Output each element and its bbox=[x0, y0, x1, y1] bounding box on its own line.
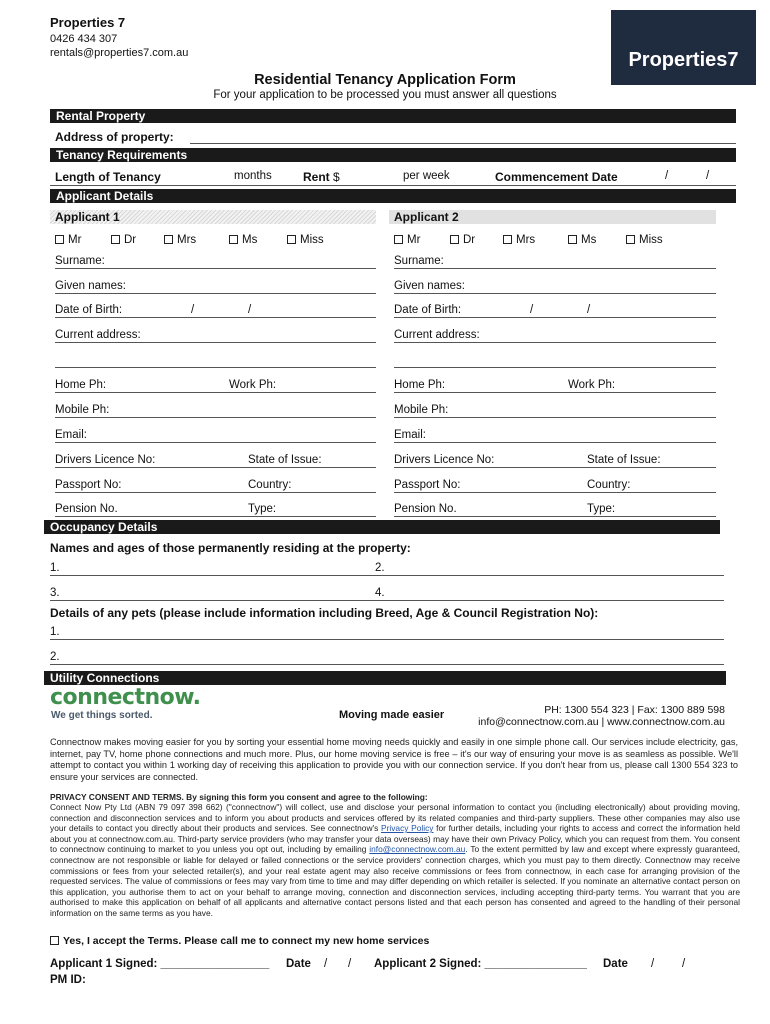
pets-line-2[interactable] bbox=[50, 664, 724, 665]
applicant-1-date-slash-2: / bbox=[348, 958, 352, 970]
residents-label: Names and ages of those permanently residing at the property: bbox=[50, 541, 411, 555]
months-label: months bbox=[234, 170, 272, 182]
a1-surname-label: Surname: bbox=[55, 255, 105, 267]
a2-pension-line[interactable] bbox=[394, 516, 716, 517]
applicant-2-date-slash-1: / bbox=[651, 958, 655, 970]
address-of-property-line[interactable] bbox=[190, 143, 736, 144]
resident-1-label: 1. bbox=[50, 562, 60, 574]
checkbox[interactable] bbox=[229, 235, 238, 244]
a2-surname-line[interactable] bbox=[394, 268, 716, 269]
a1-title-mrs[interactable] bbox=[164, 234, 196, 246]
a1-dob-label: Date of Birth: bbox=[55, 304, 123, 316]
applicant-2-date-slash-2: / bbox=[682, 958, 686, 970]
a1-title-mr[interactable] bbox=[55, 234, 81, 246]
a1-dob-slash-2: / bbox=[248, 304, 252, 316]
a2-surname-label: Surname: bbox=[394, 255, 444, 267]
title-label: Ms bbox=[581, 234, 597, 246]
privacy-policy-link[interactable]: Privacy Policy bbox=[380, 823, 434, 834]
applicant-1-signed[interactable]: Applicant 1 Signed: _________________ bbox=[50, 958, 270, 970]
title-label: Mr bbox=[68, 234, 82, 246]
connectnow-contact-1: PH: 1300 554 323 | Fax: 1300 889 598 bbox=[544, 704, 725, 716]
a1-current-address-label: Current address: bbox=[55, 329, 141, 341]
company-email: rentals@properties7.com.au bbox=[50, 47, 189, 59]
a2-mobile-line[interactable] bbox=[394, 417, 716, 418]
accept-terms-checkbox[interactable] bbox=[50, 936, 59, 945]
a2-dob-line[interactable] bbox=[394, 317, 716, 318]
a1-email-label: Email: bbox=[55, 429, 87, 441]
company-name: Properties 7 bbox=[50, 15, 126, 30]
connectnow-tagline: We get things sorted. bbox=[51, 710, 153, 721]
a2-current-address-line-1[interactable] bbox=[394, 342, 716, 343]
a1-state-label: State of Issue: bbox=[248, 454, 322, 466]
pets-label: Details of any pets (please include information including Breed, Age & Council Registration No): bbox=[50, 606, 599, 620]
a2-title-mrs[interactable] bbox=[503, 234, 535, 246]
a2-current-address-label: Current address: bbox=[394, 329, 480, 341]
a1-licence-line[interactable] bbox=[55, 467, 376, 468]
a1-current-address-line-1[interactable] bbox=[55, 342, 376, 343]
a1-title-dr[interactable] bbox=[111, 234, 136, 246]
checkbox[interactable] bbox=[111, 235, 120, 244]
a2-type-label: Type: bbox=[587, 503, 616, 515]
title-label: Dr bbox=[463, 234, 476, 246]
a1-given-names-label: Given names: bbox=[55, 280, 126, 292]
checkbox[interactable] bbox=[503, 235, 512, 244]
a1-email-line[interactable] bbox=[55, 442, 376, 443]
a1-given-names-line[interactable] bbox=[55, 293, 376, 294]
checkbox[interactable] bbox=[568, 235, 577, 244]
a2-passport-line[interactable] bbox=[394, 492, 716, 493]
a2-licence-line[interactable] bbox=[394, 467, 716, 468]
length-of-tenancy-label: Length of Tenancy bbox=[55, 170, 161, 184]
privacy-terms bbox=[50, 802, 740, 919]
checkbox[interactable] bbox=[55, 235, 64, 244]
commencement-slash-1: / bbox=[665, 170, 669, 182]
checkbox[interactable] bbox=[394, 235, 403, 244]
applicant-1-date-slash-1: / bbox=[324, 958, 328, 970]
pets-line-1[interactable] bbox=[50, 639, 724, 640]
a1-title-ms[interactable] bbox=[229, 234, 257, 246]
a2-dob-label: Date of Birth: bbox=[394, 304, 462, 316]
a2-mobile-ph-label: Mobile Ph: bbox=[394, 404, 449, 416]
a1-licence-label: Drivers Licence No: bbox=[55, 454, 156, 466]
residents-line-2[interactable] bbox=[50, 600, 724, 601]
a1-dob-line[interactable] bbox=[55, 317, 376, 318]
privacy-text-2: for further details, including your rights to access and correct the information held about you at connectnow.com.au. Third-party service providers (who may transfer your data overseas) may have their own Privacy Policy, which you can request from them. You consent to connectnow continuing to market to you unless you opt out, including by emailing bbox=[50, 823, 741, 855]
connectnow-logo: connectnow. bbox=[50, 685, 201, 710]
privacy-heading: PRIVACY CONSENT AND TERMS. By signing this form you consent and agree to the following: bbox=[50, 792, 428, 802]
occupancy-details-heading: Occupancy Details bbox=[44, 520, 720, 534]
rental-property-heading: Rental Property bbox=[50, 109, 736, 123]
a2-title-ms[interactable] bbox=[568, 234, 596, 246]
a2-dob-slash-2: / bbox=[587, 304, 591, 316]
applicant-2-date-label: Date bbox=[603, 958, 628, 970]
rent-label bbox=[303, 170, 340, 184]
a2-given-names-label: Given names: bbox=[394, 280, 465, 292]
connectnow-email-link[interactable]: info@connectnow.com.au bbox=[369, 844, 466, 855]
a1-passport-line[interactable] bbox=[55, 492, 376, 493]
accept-terms-label: Yes, I accept the Terms. Please call me to connect my new home services bbox=[63, 935, 430, 947]
applicant-2-heading: Applicant 2 bbox=[389, 210, 716, 224]
utility-connections-heading: Utility Connections bbox=[44, 671, 726, 685]
a2-email-label: Email: bbox=[394, 429, 426, 441]
connectnow-contact-2: info@connectnow.com.au | www.connectnow.com.au bbox=[478, 716, 725, 728]
a2-passport-label: Passport No: bbox=[394, 479, 461, 491]
title-label: Ms bbox=[242, 234, 258, 246]
title-label: Mrs bbox=[177, 234, 197, 246]
a1-phone-line[interactable] bbox=[55, 392, 376, 393]
a1-current-address-line-2[interactable] bbox=[55, 367, 376, 368]
pm-id-label[interactable]: PM ID: bbox=[50, 974, 86, 986]
title-label: Miss bbox=[300, 234, 324, 246]
a1-passport-label: Passport No: bbox=[55, 479, 122, 491]
a1-mobile-ph-label: Mobile Ph: bbox=[55, 404, 110, 416]
a2-dob-slash-1: / bbox=[530, 304, 534, 316]
tenancy-line[interactable] bbox=[50, 185, 736, 186]
commencement-slash-2: / bbox=[706, 170, 710, 182]
a2-given-names-line[interactable] bbox=[394, 293, 716, 294]
rent-text: Rent bbox=[303, 170, 330, 184]
pet-1-label: 1. bbox=[50, 626, 60, 638]
a2-pension-label: Pension No. bbox=[394, 503, 457, 515]
applicant-2-signed[interactable]: Applicant 2 Signed: ________________ bbox=[374, 958, 587, 970]
residents-line-1[interactable] bbox=[50, 575, 724, 576]
a1-home-ph-label: Home Ph: bbox=[55, 379, 107, 391]
a2-current-address-line-2[interactable] bbox=[394, 367, 716, 368]
form-title: Residential Tenancy Application Form bbox=[254, 72, 516, 88]
a1-work-ph-label: Work Ph: bbox=[229, 379, 277, 391]
a2-country-label: Country: bbox=[587, 479, 631, 491]
logo-text: Properties7 bbox=[628, 49, 739, 71]
address-of-property-label: Address of property: bbox=[55, 130, 174, 144]
checkbox[interactable] bbox=[450, 235, 459, 244]
commencement-date-label: Commencement Date bbox=[495, 170, 618, 184]
title-label: Mrs bbox=[516, 234, 536, 246]
pet-2-label: 2. bbox=[50, 651, 60, 663]
a2-work-ph-label: Work Ph: bbox=[568, 379, 616, 391]
a2-title-miss[interactable] bbox=[626, 234, 663, 246]
applicant-1-date-label: Date bbox=[286, 958, 311, 970]
checkbox[interactable] bbox=[287, 235, 296, 244]
a2-home-ph-label: Home Ph: bbox=[394, 379, 446, 391]
applicant-1-heading: Applicant 1 bbox=[50, 210, 376, 224]
resident-3-label: 3. bbox=[50, 587, 60, 599]
privacy-text-1: Connect Now Pty Ltd (ABN 79 097 398 662) ("connectnow") will collect, use and disclose your personal information to contact you (including electronically) about providing moving, connection and disconnection services and to inform you about products and services offered by its related companies and third-party suppliers. These other companies may also use your details to contact you directly about their products and services. See connectnow's bbox=[50, 802, 740, 834]
a1-mobile-line[interactable] bbox=[55, 417, 376, 418]
resident-4-label: 4. bbox=[375, 587, 385, 599]
a2-state-label: State of Issue: bbox=[587, 454, 661, 466]
rent-symbol: $ bbox=[333, 170, 340, 184]
title-label: Dr bbox=[124, 234, 137, 246]
a1-pension-line[interactable] bbox=[55, 516, 376, 517]
a2-title-mr[interactable] bbox=[394, 234, 420, 246]
tenancy-requirements-heading: Tenancy Requirements bbox=[50, 148, 736, 162]
a2-title-dr[interactable] bbox=[450, 234, 475, 246]
moving-made-easier: Moving made easier bbox=[339, 709, 445, 721]
per-week-label: per week bbox=[403, 170, 450, 182]
a1-pension-label: Pension No. bbox=[55, 503, 118, 515]
a1-country-label: Country: bbox=[248, 479, 292, 491]
a2-licence-label: Drivers Licence No: bbox=[394, 454, 495, 466]
checkbox[interactable] bbox=[626, 235, 635, 244]
a1-type-label: Type: bbox=[248, 503, 277, 515]
connectnow-intro: Connectnow makes moving easier for you by sorting your essential home moving needs quickly and easily in one simple phone call. Our services include electricity, gas, internet, pay TV, home phone connections and much more. Plus, our home moving service is free – it's our way of ensuring your move is as seamless as possible. We'll attempt to contact you within 1 working day of receiving this application to provide you with our connection service. If you don't hear from us, please call 1300 554 323 to ensure your services are connected. bbox=[50, 737, 738, 782]
privacy-text-3: . To the extent permitted by law and except where expressly guaranteed, connectnow are not responsible or liable for delayed or failed connections or the service providers' connection charges, which you must pay to them directly. Connectnow may receive commissions or fees from your selected retailer(s), and your real estate agent may also receive commissions or fees from connectnow, in each case for arranging provision of the requested services. The value of commissions or fees may vary from time to time and may differ depending on which retailer is selected. If you nominate an alternative contact person on this application, you authorise them to act on your behalf to arrange moving, connection and disconnection services, including accepting third-party terms. You warrant that you are authorised to make this application on behalf of all applicants and alternative contact persons listed and that each person has consented and agreed to the handling of their personal information on the same terms as you have. bbox=[50, 844, 740, 918]
a1-title-miss[interactable] bbox=[287, 234, 324, 246]
company-phone: 0426 434 307 bbox=[50, 33, 118, 45]
a1-surname-line[interactable] bbox=[55, 268, 376, 269]
form-subtitle: For your application to be processed you must answer all questions bbox=[213, 89, 557, 101]
a2-email-line[interactable] bbox=[394, 442, 716, 443]
checkbox[interactable] bbox=[164, 235, 173, 244]
applicant-details-heading: Applicant Details bbox=[50, 189, 736, 203]
a1-dob-slash-1: / bbox=[191, 304, 195, 316]
title-label: Mr bbox=[407, 234, 421, 246]
accept-terms-option[interactable] bbox=[50, 935, 429, 947]
title-label: Miss bbox=[639, 234, 663, 246]
a2-phone-line[interactable] bbox=[394, 392, 716, 393]
resident-2-label: 2. bbox=[375, 562, 385, 574]
